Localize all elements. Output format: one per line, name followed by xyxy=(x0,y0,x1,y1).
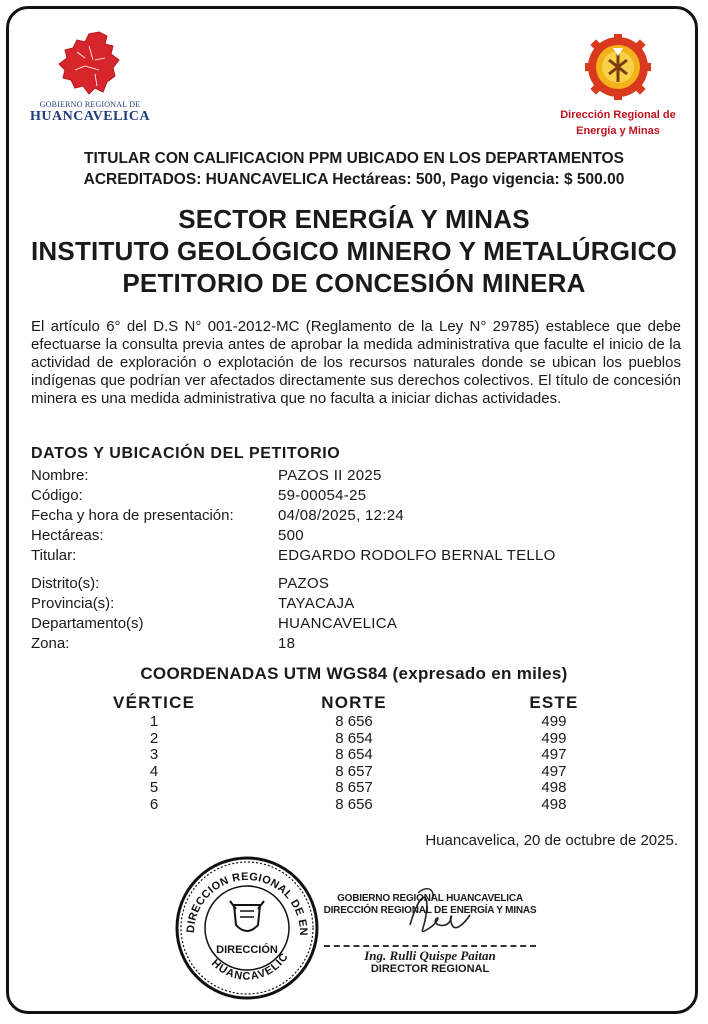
page-title xyxy=(20,203,688,299)
data-label: Provincia(s): xyxy=(31,595,115,612)
cell-vertice: 6 xyxy=(149,795,159,813)
logo-caption-big: HUANCAVELICA xyxy=(30,109,151,124)
data-label: Hectáreas: xyxy=(31,527,104,544)
data-row-titular xyxy=(31,546,556,566)
data-row-codigo xyxy=(31,486,556,506)
data-label: Fecha y hora de presentación: xyxy=(31,507,234,524)
data-row-fecha xyxy=(31,506,556,526)
cell-este: 499 xyxy=(541,713,567,730)
data-value: TAYACAJA xyxy=(278,595,355,612)
data-row-hectareas xyxy=(31,526,556,546)
signature-org-line2: DIRECCIÓN REGIONAL DE ENERGÍA Y MINAS xyxy=(323,905,537,916)
data-row-departamento xyxy=(31,614,397,634)
title-line2: INSTITUTO GEOLÓGICO MINERO Y METALÚRGICO xyxy=(31,236,677,266)
seal-center-text: DIRECCIÓN xyxy=(216,944,278,956)
data-value: 04/08/2025, 12:24 xyxy=(278,507,405,524)
signature-org-line1: GOBIERNO REGIONAL HUANCAVELICA xyxy=(337,893,523,904)
seal-stamp-icon xyxy=(174,855,320,1001)
cell-norte: 8 656 xyxy=(335,795,373,813)
section-title-datos: DATOS Y UBICACIÓN DEL PETITORIO xyxy=(31,445,341,462)
data-value: 59-00054-25 xyxy=(278,487,367,504)
title-line1: SECTOR ENERGÍA Y MINAS xyxy=(178,204,530,234)
legal-paragraph: El artículo 6° del D.S N° 001-2012-MC (Reglamento de la Ley N° 29785) establece que debe efectuarse la consulta previa antes de aprobar la medida administrativa que faculte el inicio de la actividad de exploración o explotación de los recursos naturales donde se ubican los pueblos indígenas que podrían ver afectados directamente sus derechos colectivos. El título de concesión minera es una medida administrativa que no faculta a iniciar dichas actividades. xyxy=(31,318,681,407)
signature-block xyxy=(320,893,540,976)
place-date: Huancavelica, 20 de octubre de 2025. xyxy=(425,832,678,849)
data-row-distrito xyxy=(31,574,397,594)
cell-vertice: 5 xyxy=(149,779,159,796)
column-header-este: ESTE xyxy=(529,693,579,712)
headline-line2: ACREDITADOS: HUANCAVELICA Hectáreas: 500, Pago vigencia: $ 500.00 xyxy=(83,171,625,188)
official-seal xyxy=(174,855,320,1001)
cell-vertice: 1 xyxy=(149,713,159,730)
cell-este: 497 xyxy=(541,746,567,763)
data-value: HUANCAVELICA xyxy=(278,615,398,632)
cell-norte: 8 656 xyxy=(335,713,373,730)
data-value: PAZOS II 2025 xyxy=(278,467,382,484)
column-header-norte: NORTE xyxy=(321,693,387,712)
data-label: Zona: xyxy=(31,635,70,652)
data-row-nombre xyxy=(31,466,556,486)
seal-outer-text: DIRECCION REGIONAL DE EN xyxy=(184,870,310,937)
cell-este: 499 xyxy=(541,729,567,747)
data-label: Nombre: xyxy=(31,467,89,484)
table-row xyxy=(60,780,648,797)
column-header-vertice: VÉRTICE xyxy=(113,693,196,712)
cell-este: 498 xyxy=(541,779,567,796)
headline-line1: TITULAR CON CALIFICACION PPM UBICADO EN LOS DEPARTAMENTOS xyxy=(84,150,624,167)
data-row-zona xyxy=(31,634,397,654)
signer-name: Ing. Rulli Quispe Paitan xyxy=(364,948,496,963)
cell-norte: 8 657 xyxy=(335,779,373,796)
data-label: Titular: xyxy=(31,547,77,564)
gear-emblem-icon xyxy=(585,34,651,100)
data-label: Código: xyxy=(31,487,83,504)
data-value: PAZOS xyxy=(278,575,330,592)
cell-norte: 8 657 xyxy=(335,762,373,780)
logo-caption-small: GOBIERNO REGIONAL DE xyxy=(39,100,141,109)
gobierno-regional-logo xyxy=(30,30,150,130)
cell-este: 497 xyxy=(541,762,567,780)
huancavelica-map-icon xyxy=(55,30,125,96)
headline xyxy=(20,148,688,190)
signature-line xyxy=(324,945,536,947)
cell-vertice: 4 xyxy=(149,762,159,780)
data-label: Distrito(s): xyxy=(31,575,100,592)
data-value: EDGARDO RODOLFO BERNAL TELLO xyxy=(278,547,556,564)
cell-este: 498 xyxy=(541,795,567,813)
datos-list xyxy=(31,466,556,566)
signer-role: DIRECTOR REGIONAL xyxy=(370,963,490,975)
table-row xyxy=(60,747,648,764)
data-value: 500 xyxy=(278,527,304,544)
data-row-provincia xyxy=(31,594,397,614)
table-row xyxy=(60,797,648,814)
drem-caption-line2: Energía y Minas xyxy=(576,125,660,137)
table-row xyxy=(60,714,648,731)
cell-vertice: 2 xyxy=(149,729,159,747)
drem-caption-line1: Dirección Regional de xyxy=(560,109,676,121)
table-row xyxy=(60,764,648,781)
data-label: Departamento(s) xyxy=(31,615,144,632)
table-header-row xyxy=(60,692,648,714)
cell-vertice: 3 xyxy=(149,746,159,763)
cell-norte: 8 654 xyxy=(335,746,373,763)
title-line3: PETITORIO DE CONCESIÓN MINERA xyxy=(122,268,586,298)
drem-logo xyxy=(548,34,688,137)
coordinates-table xyxy=(60,692,648,813)
coordinates-title: COORDENADAS UTM WGS84 (expresado en miles) xyxy=(140,664,568,683)
cell-norte: 8 654 xyxy=(335,729,373,747)
table-row xyxy=(60,731,648,748)
data-value: 18 xyxy=(278,635,296,652)
seal-bottom-text: HUANCAVELIC xyxy=(208,950,292,983)
ubicacion-list xyxy=(31,574,397,654)
